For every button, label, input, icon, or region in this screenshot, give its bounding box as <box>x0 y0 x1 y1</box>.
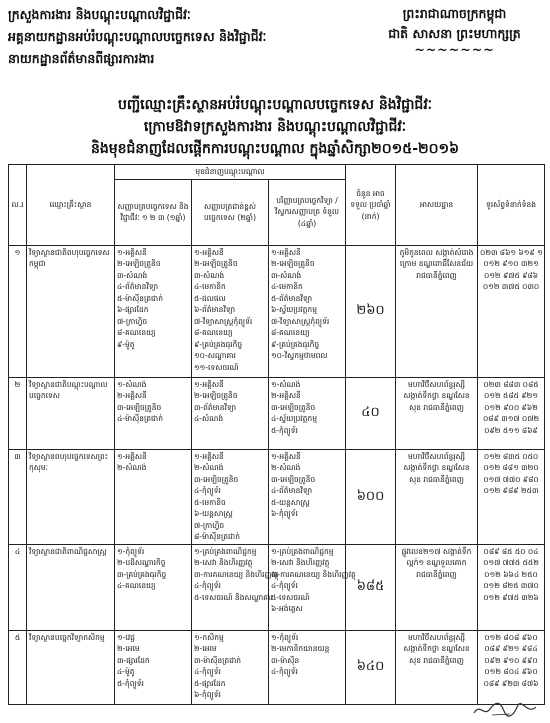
row-number: ១ <box>9 245 27 377</box>
phones <box>478 630 545 704</box>
row-number: ២ <box>9 377 27 449</box>
skill-item: ៣-អេឡិចត្រូនិច <box>194 474 239 484</box>
phone-number: ០៩២ ៩១០ ៩៩០ <box>484 655 538 665</box>
phone-number: ០១២ ៩១០ ៣២១ <box>483 259 539 268</box>
skill-item: ៦-កុំព្យូទ័រ <box>271 509 298 518</box>
skill-item: ២-មេកានិកយានយន្ត <box>271 644 330 653</box>
skill-item: ១០-វិស្វកម្មថាមពល <box>271 351 328 360</box>
skill-item: ១-អគ្គិសនី <box>271 247 301 257</box>
skill-item: ១០-សណ្ឋាគារ <box>194 351 236 360</box>
skills-col3 <box>269 377 346 449</box>
skill-item: ២-បដិសណ្ឋារកិច្ច <box>117 558 166 567</box>
skill-item: ១-អគ្គិសនី <box>117 451 147 461</box>
skill-item: ៤-គណនេយ្យ <box>117 581 156 590</box>
skill-item: ៣-ម៉ាស៊ីនត្រជាក់ <box>194 655 242 665</box>
phone-number: ០១២ ៨០៤ ៩៦០ <box>484 667 538 676</box>
skill-item: ២-សេវា និងហិរញ្ញវត្ថុ <box>194 558 253 567</box>
institution-name: វិទ្យាស្ថានពហុបច្ចេកទេសព្រះកុសុមៈ <box>27 449 115 544</box>
title-line-2: ក្រោមឱវាទក្រសួងការងារ និងបណ្ដុះបណ្ដាលវិជ្ជាជីវៈ <box>143 119 407 135</box>
department-name: នាយកដ្ឋានព័ត៌មានពីផ្សារការងារ <box>8 51 155 66</box>
skill-item: ៣-អេឡិចត្រូនិច <box>117 402 162 412</box>
skill-item: ៥-មេកានិច <box>194 497 226 507</box>
skill-item: ៥-កុំព្យូទ័រ <box>271 425 298 435</box>
header-skills-group: មុខជំនាញបណ្ដុះបណ្ដាល <box>115 165 346 180</box>
skills-col2 <box>192 630 269 704</box>
skill-item: ៥-ព័ត៌មានវិទ្យា <box>271 293 313 303</box>
skill-item: ១-សំណង់ <box>271 379 301 389</box>
phones <box>478 449 545 544</box>
phone-number: ០១២ ៩៧៥ ៣២៦ <box>483 592 539 602</box>
skill-item: ៤-សំណង់ <box>194 414 224 423</box>
skills-col3 <box>269 449 346 544</box>
phone-number: ០៩២ ៥១១ ៨៦៩ <box>484 425 538 435</box>
skill-item: ៣-សំណង់ <box>271 270 302 280</box>
skill-item: ២-អេមេ <box>194 644 217 653</box>
document-title <box>20 94 530 160</box>
header-institution: ឈ្មោះគ្រឹះស្ថាន <box>27 165 115 246</box>
phones <box>478 544 545 630</box>
skill-item: ២-សំណង់ <box>117 463 147 472</box>
capacity: ៦៨៥ <box>346 544 396 630</box>
phone-number: ០១២ ៣៧៥ ០៣០ <box>482 282 540 291</box>
phone-number: ០១២ ៩៨៩ ២៥៣ <box>483 486 539 495</box>
phone-number: ០២៣ ៨៦១ ៦១៩ ១ <box>480 247 543 257</box>
skill-item: ៣-ការគណនេយ្យ និងហិរញ្ញវត្ថុ <box>271 569 356 579</box>
header-no: ល.រ <box>9 165 27 246</box>
phone-number: ០១២ ៥៨៥ ៩២១ <box>484 391 539 400</box>
skill-item: ៧-ក្រាហ្វិច <box>194 520 225 530</box>
skill-item: ៣-សំណង់ <box>117 270 148 280</box>
skill-item: ៦-ផ្សារដែក <box>117 305 149 314</box>
header-phone: ទូរស័ព្ទទំនាក់ទំនង <box>478 165 545 246</box>
phone-number: ០៨៩ ៣១៧ ០៧២ <box>482 414 540 423</box>
skill-item: ៤-ព័ត៌មានវិទ្យា <box>117 282 159 291</box>
skill-item: ៨-គណនេយ្យ <box>194 328 233 337</box>
skills-col2 <box>192 377 269 449</box>
phone-number: ០៨៩ ៩២៣ ៨៧៦ <box>483 678 539 688</box>
skills-col1 <box>115 630 192 704</box>
table-row <box>9 377 545 449</box>
skill-item: ៥-ផ្សារដែក <box>194 678 226 688</box>
skill-item: ៩-ម៉ូតូ <box>117 339 135 349</box>
skill-item: ៤-កុំព្យូទ័រ <box>194 486 221 495</box>
skills-col1 <box>115 544 192 630</box>
skill-item: ៣-អេឡិចត្រូនិច <box>271 402 316 412</box>
row-number: ៤ <box>9 544 27 630</box>
skill-item: ៤-កុំព្យូទ័រ <box>194 667 221 676</box>
skills-col3 <box>269 630 346 704</box>
skill-item: ១-វេជ្ជ <box>117 632 135 642</box>
skill-item: ២-អេឡិចត្រូនិច <box>271 259 315 268</box>
skill-item: ៤-ម៉ូតូ <box>117 667 135 676</box>
header-col1: សញ្ញាបត្របច្ចេកទេស និងវិជ្ជាជីវៈ ១ ២ ៣ (១ឆ្នាំ) <box>115 179 192 245</box>
table-row <box>9 544 545 630</box>
skill-item: ៤-កុំព្យូទ័រ <box>194 581 221 590</box>
title-line-3: និងមុខជំនាញដែលផ្ដើកការបណ្ដុះបណ្ដាល ក្នុងឆ្នាំសិក្សា២០១៥-២០១៦ <box>90 141 460 157</box>
ministry-name: ក្រសួងការងារ និងបណ្ដុះបណ្ដាលវិជ្ជាជីវៈ <box>8 7 191 22</box>
skill-item: ២-អេឡិចត្រូនិច <box>194 391 238 400</box>
skill-item: ១-កុំព្យូទ័រ <box>117 546 145 556</box>
skill-item: ១-គ្រប់គ្រងពាណិជ្ជកម្ម <box>194 546 257 556</box>
skill-item: ៩-គ្រប់គ្រងធុរកិច្ច <box>194 339 243 349</box>
skill-item: ៧-ក្រាហ្វិច <box>117 316 148 326</box>
skill-item: ៨-ម៉ាស៊ីនត្រជាក់ <box>194 532 240 541</box>
skill-item: ៥-ជលផល <box>194 293 226 303</box>
skill-item: ២-សំណង់ <box>271 463 301 472</box>
skill-item: ១-អគ្គិសនី <box>194 451 224 461</box>
table-row <box>9 245 545 377</box>
capacity: ២៦០ <box>346 245 396 377</box>
skill-item: ២-សំណង់ <box>194 463 224 472</box>
skill-item: ១-កុំព្យូទ័រ <box>271 632 299 642</box>
skill-item: ៣-ផ្សារដែក <box>117 655 150 665</box>
address: ផ្លូវលេខ២១៧ សង្កាត់ទឹកល្អក់១ ខណ្ឌទួលគោក រាជធានីភ្នំពេញ <box>396 544 478 630</box>
phone-number: ០១២ ៨០៨ ៩៦០ <box>484 632 538 642</box>
header-col3: បរិញ្ញាបត្របច្ចេកវិទ្យា /វិស្វករសញ្ញាបត្រ ទំនួល (៤ឆ្នាំ) <box>269 179 346 245</box>
capacity: ៦០០ <box>346 449 396 544</box>
title-line-1: បញ្ជីឈ្មោះគ្រឹះស្ថានអប់រំបណ្ដុះបណ្ដាលបច្ចេកទេស និងវិជ្ជាជីវៈ <box>117 97 433 113</box>
directorate-name: អគ្គនាយកដ្ឋានអប់រំបណ្ដុះបណ្ដាលបច្ចេកទេស និងវិជ្ជាជីវៈ <box>8 29 267 44</box>
kingdom-name: ព្រះរាជាណាចក្រកម្ពុជា <box>402 6 507 21</box>
capacity: ៦៤០ <box>346 630 396 704</box>
phone-number: ០១២ ៩០០ ៩៦២ <box>484 402 538 412</box>
skill-item: ៤-មេកានិក <box>194 282 226 291</box>
skills-col2 <box>192 245 269 377</box>
header-address: អាសយដ្ឋាន <box>396 165 478 246</box>
table-row <box>9 630 545 704</box>
skill-item: ៨-គណនេយ្យ <box>271 328 310 337</box>
skill-item: ៨-គណនេយ្យ <box>117 328 156 337</box>
skill-item: ១-សំណង់ <box>117 379 147 389</box>
skill-item: ៥-យន្តសាស្ត្រ <box>271 497 310 507</box>
skill-item: ៦-ព័ត៌មានវិទ្យា <box>194 305 236 314</box>
skill-item: ៦-យន្តសាស្ត្រ <box>194 509 233 518</box>
header-col2: សញ្ញាបត្រជាន់ខ្ពស់ បច្ចេកទេស (២ឆ្នាំ) <box>192 179 269 245</box>
phone-number: ០១២ ៨៣៥ ០៥០ <box>483 451 539 461</box>
address: មហាវិថីសហព័ន្ធរុស្សី សង្កាត់ទឹកថ្លា ខណ្ឌសែនសុខ រាជធានីភ្នំពេញ <box>396 377 478 449</box>
skill-item: ៥-កុំព្យូទ័រ <box>117 678 144 688</box>
phone-number: ០១៧ ៧៧០ ៩៨០ <box>483 474 539 484</box>
skill-item: ៥-ម៉ាស៊ីនត្រជាក់ <box>117 293 163 303</box>
skill-item: ៦-អង់គ្លេស <box>271 604 303 613</box>
national-motto: ជាតិ សាសនា ព្រះមហាក្សត្រ <box>388 26 521 41</box>
phone-number: ០៨៩ ៩២១ ៩៨៤ <box>484 644 538 653</box>
skill-item: ៥-ទេសចរណ៍ <box>271 592 310 602</box>
address: មហាវិថីសហព័ន្ធរុស្សី សង្កាត់ទឹកថ្លា ខណ្ឌសែនសុខ រាជធានីភ្នំពេញ <box>396 630 478 704</box>
address: ភូមិកូនពេល សង្កាត់សំរោងក្រោម ខណ្ឌពោធិ៍សែនជ័យ រាជធានីភ្នំពេញ <box>396 245 478 377</box>
skill-item: ៣-ម៉ាស៊ីន <box>271 655 300 665</box>
ministry-header <box>8 4 348 70</box>
skills-col3 <box>269 544 356 630</box>
skill-item: ៣-សំណង់ <box>194 270 225 280</box>
skill-item: ៤-កុំព្យូទ័រ <box>271 667 298 676</box>
skill-item: ៤-ម៉ាស៊ីនត្រជាក់ <box>117 414 163 423</box>
phone-number: ០៨៩ ៨៥ ៥០ ០៤ <box>483 546 539 556</box>
skills-col2 <box>192 544 279 630</box>
institution-name: វិទ្យាស្ថានជាតិពហុបច្ចេកទេសកម្ពុជា <box>27 245 115 377</box>
phones <box>478 245 545 377</box>
skill-item: ៣-ការគណនេយ្យ និងហិរញ្ញវត្ថុ <box>194 569 279 579</box>
skill-item: ២-អេឡិចត្រូនិច <box>194 259 238 268</box>
skill-item: ២-អេមេ <box>117 644 140 653</box>
skill-item: ៩-គ្រប់គ្រងធុរកិច្ច <box>271 339 320 349</box>
capacity: ៤០ <box>346 377 396 449</box>
signature <box>470 697 540 719</box>
skill-item: ១-អគ្គិសនី <box>194 379 224 389</box>
phone-number: ០២៣ ៨៨៣ ០៨៥ <box>483 379 539 389</box>
phone-number: ០១២ ៩៧៥ ៩៨៦ <box>483 270 539 280</box>
skill-item: ១-គ្រប់គ្រងពាណិជ្ជកម្ម <box>271 546 334 556</box>
skill-item: ២-អេឡិចត្រូនិច <box>117 259 161 268</box>
skills-col1 <box>115 245 192 377</box>
row-number: ៣ <box>9 449 27 544</box>
skill-item: ៣-អេឡិចត្រូនិច <box>271 474 316 484</box>
skill-item: ៧-វិទ្យាសាស្ត្រកុំព្យូទ័រ <box>271 316 330 326</box>
skills-col3 <box>269 245 346 377</box>
skill-item: ១-អគ្គិសនី <box>117 247 147 257</box>
phone-number: ០១៧ ៧៧៥ ៥៥២ <box>483 558 539 567</box>
table-row <box>9 449 545 544</box>
skill-item: ១១-ទេសចរណ៍ <box>194 362 239 372</box>
skills-col1 <box>115 377 192 449</box>
kingdom-header <box>367 4 542 56</box>
address: មហាវិថីសហព័ន្ធរុស្សី សង្កាត់ទឹកថ្លា ខណ្ឌសែនសុខ រាជធានីភ្នំពេញ <box>396 449 478 544</box>
institutions-table <box>8 164 545 705</box>
skills-col2 <box>192 449 269 544</box>
row-number: ៥ <box>9 630 27 704</box>
skill-item: ២-អគ្គិសនី <box>271 391 301 400</box>
skill-item: ៥-ទេសចរណ៍ និងសណ្ឋាគារ <box>194 592 273 602</box>
skill-item: ២-សេវា និងហិរញ្ញវត្ថុ <box>271 558 330 567</box>
skill-item: ២-អគ្គិសនី <box>117 391 147 400</box>
skill-item: ៦-កុំព្យូទ័រ <box>194 690 221 699</box>
skill-item: ៧-វិទ្យាសាស្ត្រកុំព្យូទ័រ <box>194 316 253 326</box>
skill-item: ៣-ព័ត៌មានវិទ្យា <box>194 402 237 412</box>
skill-item: ១-កសិកម្ម <box>194 632 224 642</box>
phone-number: ០១២ ៨២៥ ៣៧០ <box>483 581 539 590</box>
skill-item: ៤-ព័ត៌មានវិទ្យា <box>271 486 313 495</box>
skill-item: ៤-កុំព្យូទ័រ <box>271 581 298 590</box>
flourish-ornament: ~~~~~~~ <box>414 42 495 57</box>
institution-name: វិទ្យាស្ថានជាតិពាណិជ្ជសាស្ត្រ <box>27 544 115 630</box>
institution-name: វិទ្យាស្ថានបច្ចេកវិទ្យាកសិកម្ម <box>27 630 115 704</box>
skill-item: ១-អគ្គិសនី <box>194 247 224 257</box>
skill-item: ៤-ស្វ័យប្រវត្តកម្ម <box>271 414 317 423</box>
skills-col1 <box>115 449 192 544</box>
phone-number: ០១២ ៦៦៤ ២៥០ <box>484 569 538 579</box>
institution-name: វិទ្យាស្ថានជាតិបណ្ដុះបណ្ដាលបច្ចេកទេស <box>27 377 115 449</box>
skill-item: ៤-មេកានិក <box>271 282 303 291</box>
skill-item: ៦-ស្វ័យប្រវត្តកម្ម <box>271 305 317 314</box>
header-capacity: ចំនួន អាចទទួល ប្រចាំឆ្នាំ (នាក់) <box>346 165 396 246</box>
phones <box>478 377 545 449</box>
phone-number: ០១២ ៨៨១ ៣២០ <box>483 463 539 472</box>
skill-item: ៣-គ្រប់គ្រងធុរកិច្ច <box>117 569 167 579</box>
skill-item: ១-អគ្គិសនី <box>271 451 301 461</box>
